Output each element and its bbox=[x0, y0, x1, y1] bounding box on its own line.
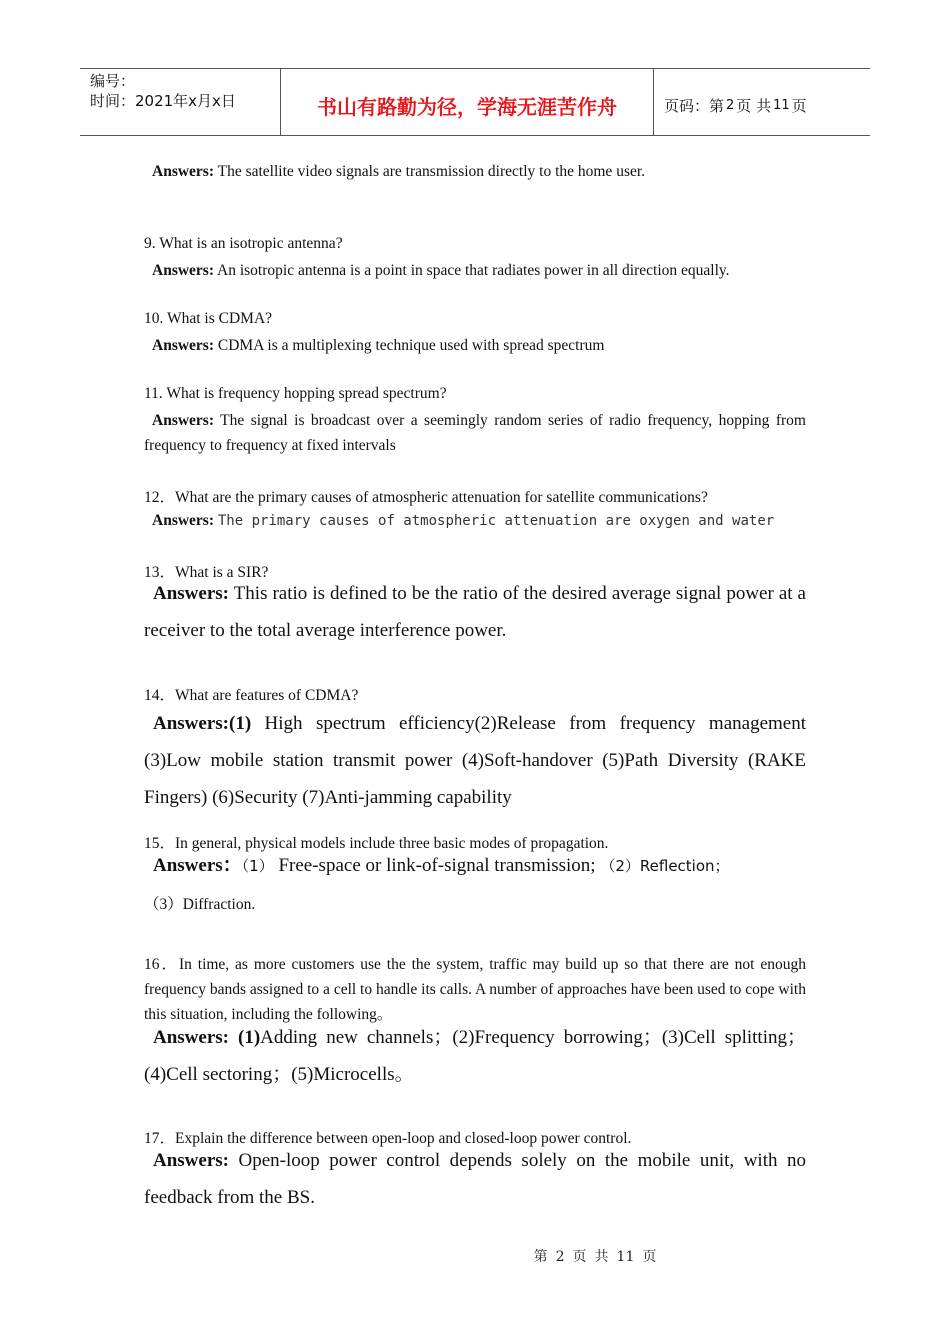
answer-label: Answers: bbox=[152, 512, 214, 529]
answer-text: The primary causes of atmospheric attenuation are oxygen and water bbox=[217, 513, 775, 529]
footer-word-2: 页 bbox=[572, 1249, 587, 1265]
answer-13 bbox=[144, 575, 806, 649]
footer-total-pages: 11 bbox=[616, 1249, 635, 1265]
answer-9 bbox=[144, 258, 814, 283]
footer-word-1: 第 bbox=[533, 1249, 548, 1265]
footer-current-page: 2 bbox=[555, 1249, 565, 1265]
answer-label: Answers: (1) bbox=[153, 1027, 261, 1048]
answer-text: The satellite video signals are transmission directly to the home user. bbox=[214, 163, 646, 180]
answer-8 bbox=[144, 159, 814, 184]
page-total: 11 bbox=[773, 97, 790, 113]
answer-17 bbox=[144, 1142, 806, 1216]
answer-part-1: （1） bbox=[241, 857, 274, 875]
answer-text: Adding new channels；(2)Frequency borrowing；(3)Cell splitting；(4)Cell sectoring；(5)Microcells。 bbox=[144, 1027, 806, 1085]
serial-label: 编号： bbox=[90, 72, 136, 90]
answer-text: An isotropic antenna is a point in space that radiates power in all direction equally. bbox=[214, 262, 730, 279]
question-15: 15．In general, physical models include three basic modes of propagation. bbox=[144, 835, 609, 852]
answer-16 bbox=[144, 1019, 806, 1093]
answer-label: Answers:(1) bbox=[153, 713, 252, 734]
time-label: 时间：2021年x月x日 bbox=[90, 92, 236, 110]
answer-label: Answers: bbox=[152, 163, 214, 180]
answer-text: The signal is broadcast over a seemingly random series of radio frequency, hopping from frequency to frequency at fixed intervals bbox=[144, 412, 806, 454]
question-16: 16．In time, as more customers use the the system, traffic may build up so that there are not enough frequency bands assigned to a cell to handle its calls. A number of approaches have been used to cope with this situation, including the following。 bbox=[144, 956, 806, 1023]
answer-text: CDMA is a multiplexing technique used with spread spectrum bbox=[214, 337, 605, 354]
answer-part-3: （2）Reflection； bbox=[600, 857, 730, 875]
answer-text: Open-loop power control depends solely on the mobile unit, with no feedback from the BS. bbox=[144, 1150, 806, 1208]
answer-15 bbox=[144, 847, 806, 923]
answer-text: High spectrum efficiency(2)Release from frequency management (3)Low mobile station transmit power (4)Soft-handover (5)Path Diversity (RAKE Fingers) (6)Security (7)Anti-jamming capability bbox=[144, 713, 806, 808]
answer-12 bbox=[144, 508, 814, 534]
answer-part-4: （3）Diffraction. bbox=[144, 896, 256, 913]
page-current: 2 bbox=[726, 97, 735, 113]
answer-11 bbox=[144, 408, 806, 458]
question-9: 9. What is an isotropic antenna? bbox=[144, 235, 343, 252]
answer-10 bbox=[144, 333, 814, 358]
question-11: 11. What is frequency hopping spread spectrum? bbox=[144, 385, 447, 402]
answer-label: Answers: bbox=[152, 337, 214, 354]
answer-label: Answers: bbox=[153, 583, 229, 604]
answer-label: Answers: bbox=[152, 262, 214, 279]
answer-label: Answers： bbox=[153, 855, 242, 876]
answer-label: Answers: bbox=[152, 412, 214, 429]
answer-part-2: Free-space or link-of-signal transmission; bbox=[273, 855, 601, 876]
question-10: 10. What is CDMA? bbox=[144, 310, 273, 327]
footer-word-3: 共 bbox=[594, 1249, 609, 1265]
footer-word-4: 页 bbox=[642, 1249, 657, 1265]
header-page-info bbox=[654, 69, 870, 135]
question-13: 13．What is a SIR? bbox=[144, 564, 269, 581]
header-motto: 书山有路勤为径，学海无涯苦作舟 bbox=[281, 69, 654, 135]
page-suffix: 页 bbox=[791, 96, 807, 115]
page-footer bbox=[0, 1246, 950, 1266]
page-prefix: 页码：第 bbox=[664, 96, 725, 115]
page-mid: 页 共 bbox=[736, 96, 772, 115]
page-header bbox=[80, 68, 870, 136]
header-meta bbox=[80, 69, 281, 135]
question-12: 12．What are the primary causes of atmospheric attenuation for satellite communications? bbox=[144, 489, 708, 506]
answer-text: This ratio is defined to be the ratio of the desired average signal power at a receiver to the total average interference power. bbox=[144, 583, 806, 641]
answer-label: Answers: bbox=[153, 1150, 229, 1171]
answer-14 bbox=[144, 705, 806, 816]
question-17: 17．Explain the difference between open-loop and closed-loop power control. bbox=[144, 1130, 632, 1147]
question-14: 14．What are features of CDMA? bbox=[144, 687, 359, 704]
